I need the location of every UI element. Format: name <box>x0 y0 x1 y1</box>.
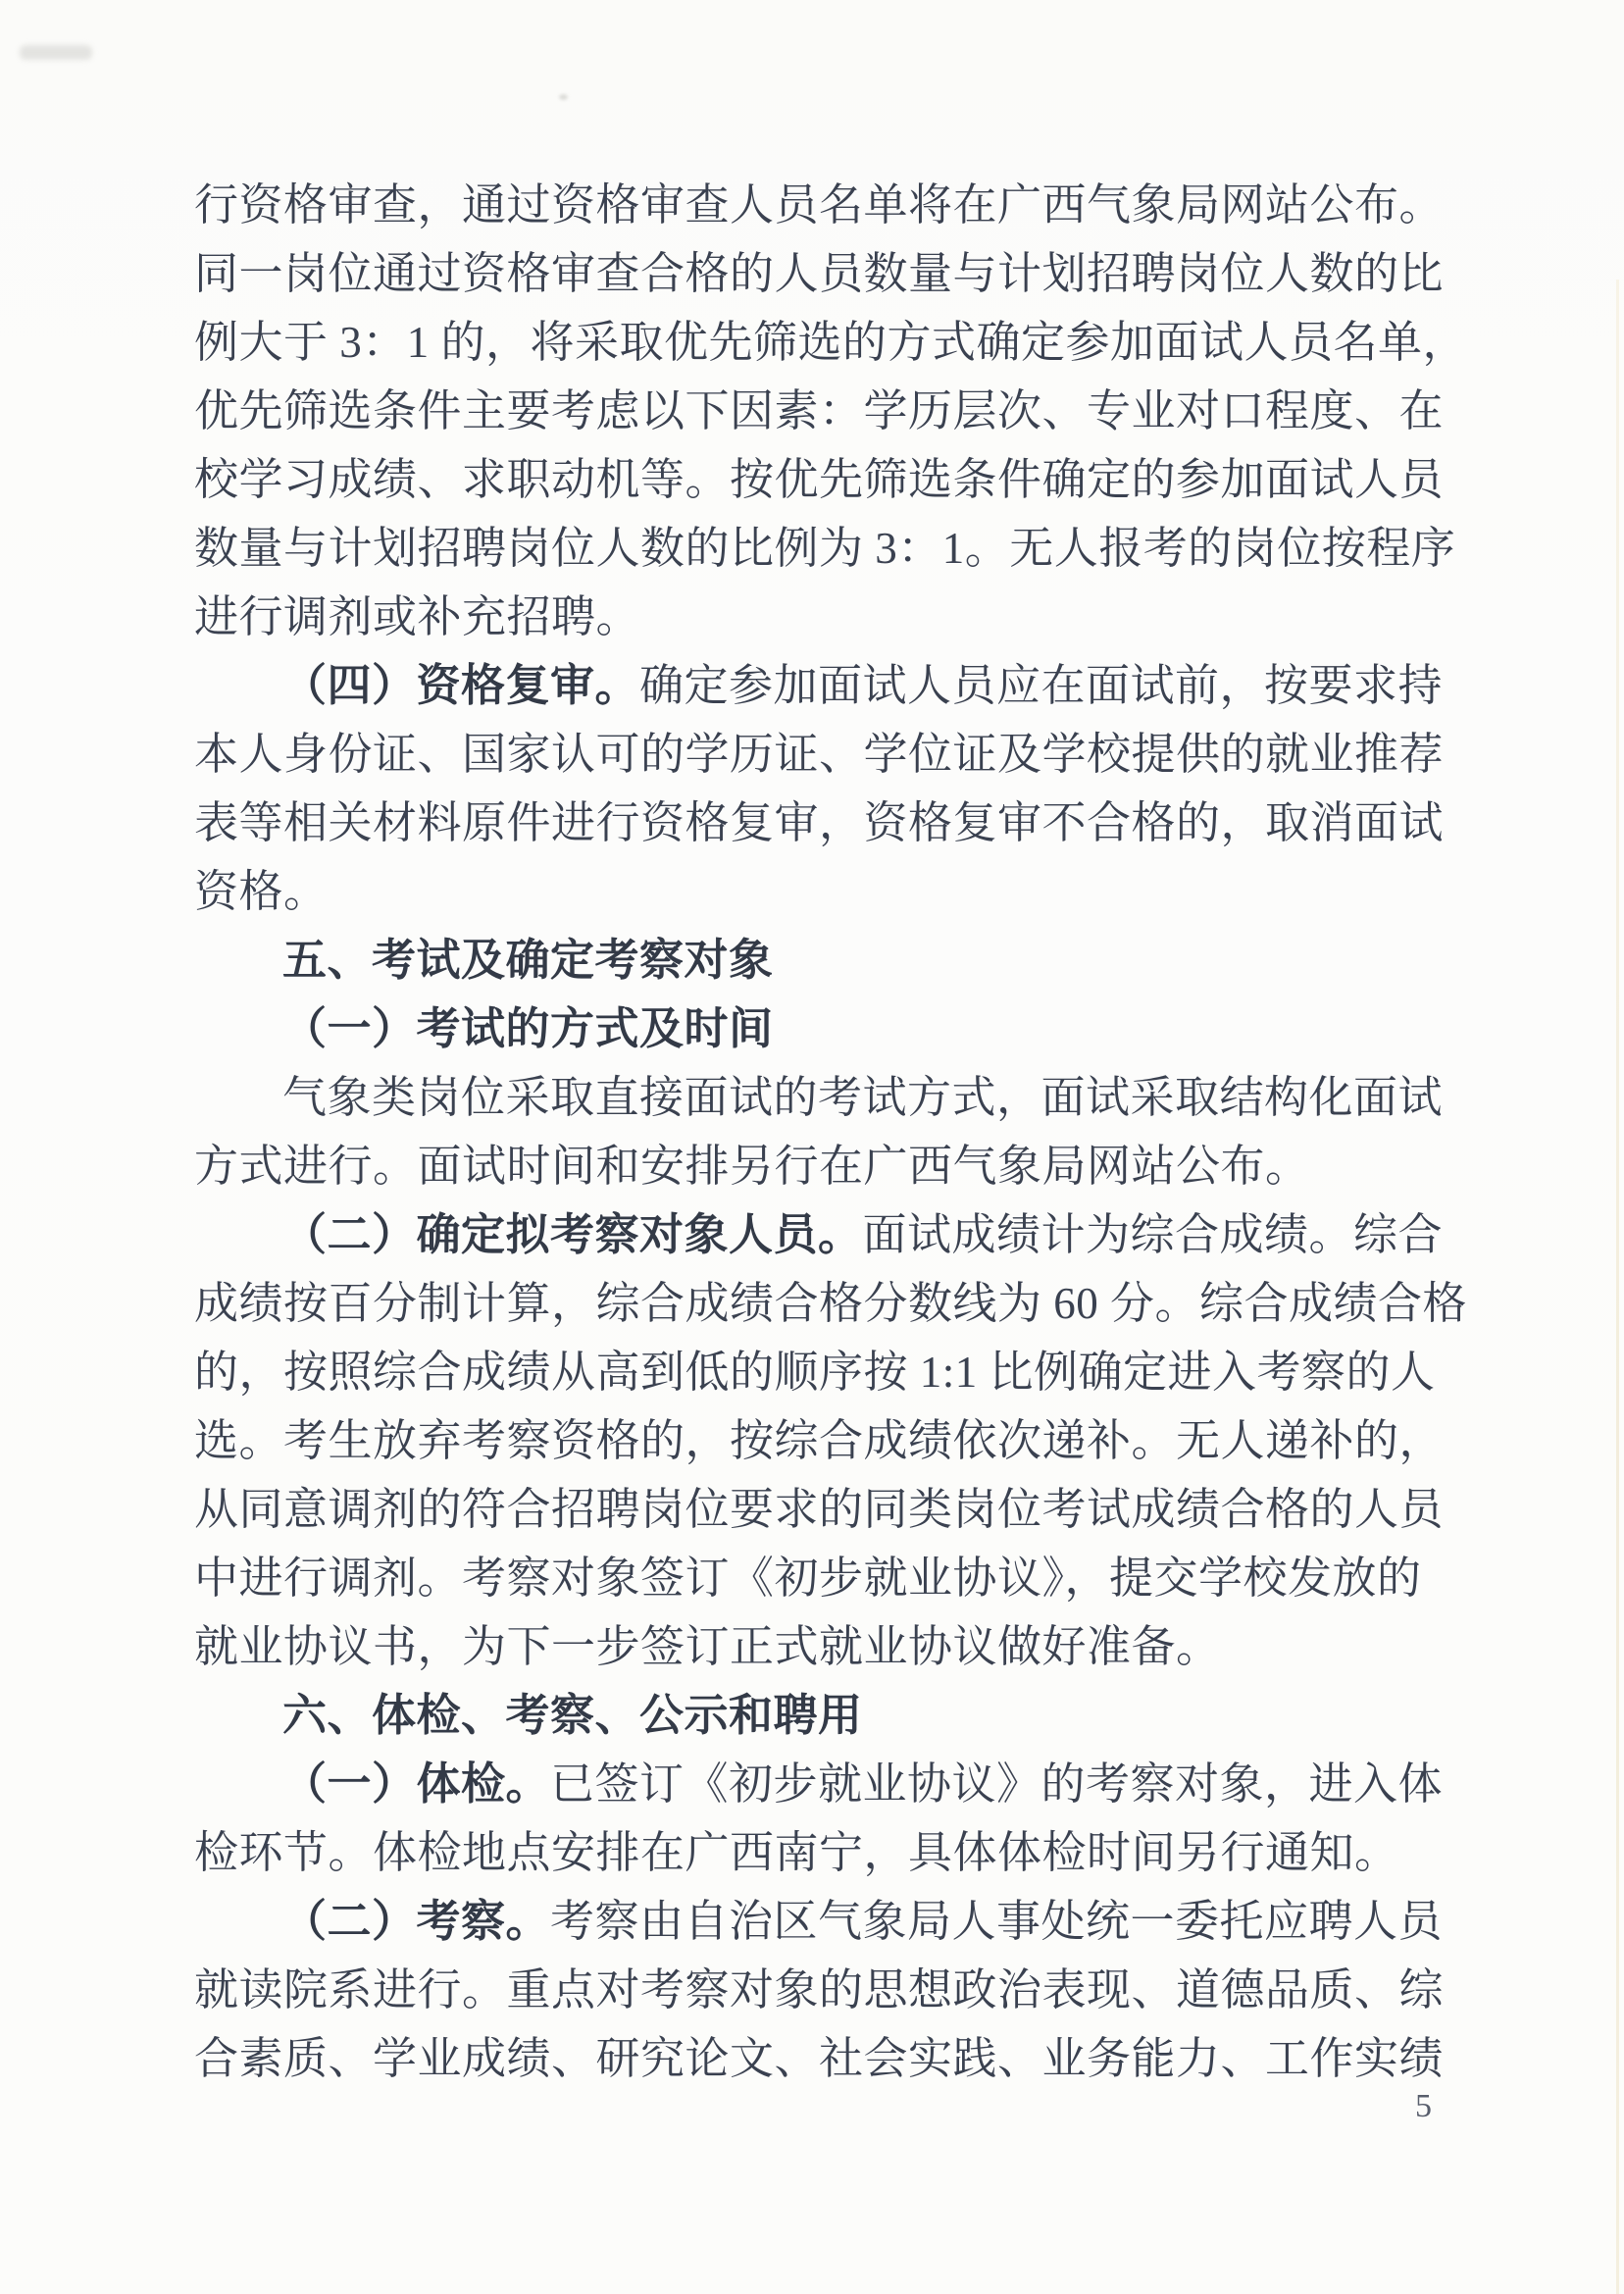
text-segment-bold: （一）体检。 <box>282 1759 551 1809</box>
text-line-21 <box>194 1544 1455 1612</box>
text-segment: 气象类岗位采取直接面试的考试方式，面试采取结构化面试 <box>282 1073 1444 1122</box>
scan-edge-line-artifact <box>1616 280 1619 2294</box>
text-segment: 例大于 3：1 的，将采取优先筛选的方式确定参加面试人员名单， <box>194 318 1468 367</box>
text-segment-bold: 五、考试及确定考察对象 <box>282 936 774 985</box>
text-segment: 就读院系进行。重点对考察对象的思想政治表现、道德品质、综 <box>194 1965 1445 2014</box>
text-line-6 <box>194 514 1455 583</box>
text-line-25 <box>194 1818 1455 1887</box>
text-line-19 <box>194 1406 1455 1475</box>
text-segment: 进行调剂或补充招聘。 <box>194 592 641 641</box>
text-segment: 表等相关材料原件进行资格复审，资格复审不合格的，取消面试 <box>194 798 1445 847</box>
text-line-28 <box>194 2024 1455 2093</box>
text-segment: 检环节。体检地点安排在广西南宁，具体体检时间另行通知。 <box>194 1828 1399 1877</box>
text-line-23 <box>194 1681 1455 1750</box>
text-line-3 <box>194 308 1468 377</box>
text-line-17 <box>194 1269 1468 1338</box>
text-line-10 <box>194 789 1455 857</box>
text-segment-bold: （二）确定拟考察对象人员。 <box>282 1210 863 1259</box>
text-segment: 同一岗位通过资格审查合格的人员数量与计划招聘岗位人数的比 <box>194 249 1445 298</box>
text-line-1 <box>194 171 1455 239</box>
text-segment: 方式进行。面试时间和安排另行在广西气象局网站公布。 <box>194 1142 1310 1191</box>
text-line-14 <box>194 1063 1455 1132</box>
text-segment: 已签订《初步就业协议》的考察对象，进入体 <box>550 1759 1444 1809</box>
text-segment: 考察由自治区气象局人事处统一委托应聘人员 <box>550 1897 1444 1946</box>
text-line-15 <box>194 1132 1455 1200</box>
text-segment: 行资格审查，通过资格审查人员名单将在广西气象局网站公布。 <box>194 180 1445 229</box>
text-segment: 的，按照综合成绩从高到低的顺序按 1:1 比例确定进入考察的人 <box>194 1348 1436 1397</box>
text-line-2 <box>194 239 1455 308</box>
text-segment: 确定参加面试人员应在面试前，按要求持 <box>639 661 1444 710</box>
text-segment: 本人身份证、国家认可的学历证、学位证及学校提供的就业推荐 <box>194 730 1445 779</box>
text-segment: 成绩按百分制计算，综合成绩合格分数线为 60 分。综合成绩合格 <box>194 1279 1468 1328</box>
text-line-27 <box>194 1956 1455 2024</box>
text-line-8 <box>194 651 1455 720</box>
text-segment: 优先筛选条件主要考虑以下因素：学历层次、专业对口程度、在 <box>194 386 1445 435</box>
text-segment-bold: （二）考察。 <box>282 1897 551 1946</box>
text-line-26 <box>194 1887 1455 1956</box>
text-line-9 <box>194 720 1455 789</box>
scan-speck-artifact <box>559 94 568 100</box>
text-segment: 资格。 <box>194 867 329 916</box>
text-line-13 <box>194 994 1455 1063</box>
document-text-block <box>194 171 1468 2093</box>
text-line-16 <box>194 1200 1455 1269</box>
text-line-22 <box>194 1612 1455 1681</box>
text-segment-bold: （一）考试的方式及时间 <box>282 1004 774 1053</box>
text-segment: 就业协议书，为下一步签订正式就业协议做好准备。 <box>194 1622 1221 1671</box>
text-line-24 <box>194 1750 1455 1818</box>
text-line-5 <box>194 445 1455 514</box>
text-line-18 <box>194 1338 1455 1406</box>
text-line-4 <box>194 377 1455 445</box>
page-number: 5 <box>1415 2088 1432 2124</box>
text-segment-bold: 六、体检、考察、公示和聘用 <box>282 1691 863 1740</box>
text-segment: 从同意调剂的符合招聘岗位要求的同类岗位考试成绩合格的人员 <box>194 1485 1445 1534</box>
text-segment: 合素质、学业成绩、研究论文、社会实践、业务能力、工作实绩 <box>194 2034 1445 2083</box>
text-segment: 数量与计划招聘岗位人数的比例为 3：1。无人报考的岗位按程序 <box>194 524 1456 573</box>
text-line-20 <box>194 1475 1455 1544</box>
text-segment: 校学习成绩、求职动机等。按优先筛选条件确定的参加面试人员 <box>194 455 1445 504</box>
text-segment: 中进行调剂。考察对象签订《初步就业协议》，提交学校发放的 <box>194 1554 1422 1603</box>
text-segment: 选。考生放弃考察资格的，按综合成绩依次递补。无人递补的， <box>194 1416 1445 1465</box>
scan-smudge-artifact <box>20 45 92 60</box>
text-segment: 面试成绩计为综合成绩。综合 <box>862 1210 1444 1259</box>
text-line-12 <box>194 926 1455 994</box>
text-line-7 <box>194 583 1455 651</box>
text-line-11 <box>194 857 1455 926</box>
text-segment-bold: （四）资格复审。 <box>282 661 640 710</box>
